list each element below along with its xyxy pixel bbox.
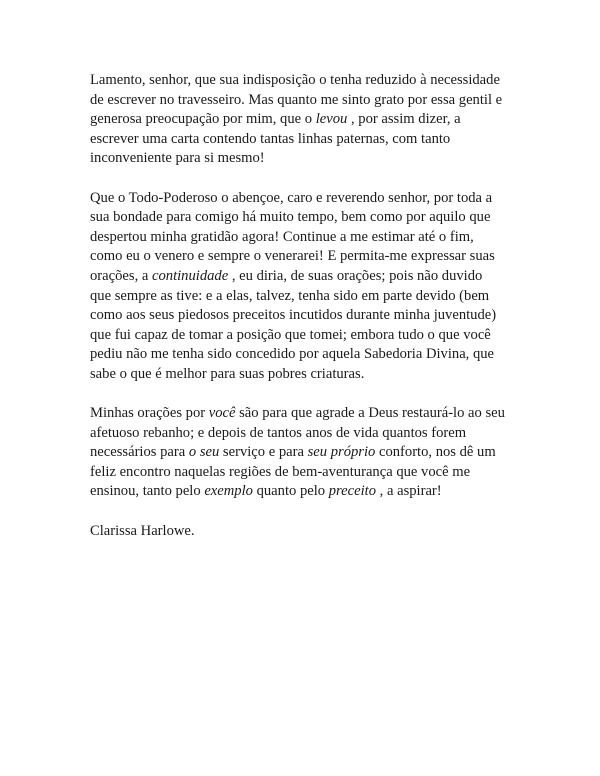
text-line: serviço e para xyxy=(219,444,308,461)
emphasis-text: continuidade xyxy=(152,267,229,284)
text-line: inconveniente para si mesmo! xyxy=(90,150,265,167)
text-line: afetuoso rebanho; e depois de tantos anos de vida quantos forem xyxy=(90,424,467,441)
text-line: que sempre as tive: e a elas, talvez, tenha sido em parte devido (bem xyxy=(90,287,490,304)
letter-body xyxy=(90,71,522,541)
emphasis-text: o seu xyxy=(188,444,220,461)
emphasis-text: preceito xyxy=(328,483,377,500)
text-line: que fui capaz de tomar a posição que tomei; embora tudo o que você xyxy=(90,326,491,343)
emphasis-text: exemplo xyxy=(204,483,253,500)
text-line: Que o Todo-Poderoso o abençoe, caro e reverendo senhor, por toda a xyxy=(90,189,493,206)
text-line: necessários para xyxy=(90,444,189,461)
text-line: despertou minha gratidão agora! Continue a me estimar até o fim, xyxy=(90,228,474,245)
text-line: Minhas orações por xyxy=(90,405,209,422)
text-line: conforto, nos dê um xyxy=(375,444,496,461)
signature: Clarissa Harlowe. xyxy=(90,522,195,539)
text-line: generosa preocupação por mim, que o xyxy=(90,111,316,128)
text-line: de escrever no travesseiro. Mas quanto me sinto grato por essa gentil e xyxy=(90,91,503,108)
text-line: sabe o que é melhor para suas pobres criaturas. xyxy=(90,365,365,382)
text-line: como eu o venero e sempre o venerarei! E permita-me expressar suas xyxy=(90,248,495,265)
paragraph-2 xyxy=(90,189,522,385)
paragraph-1 xyxy=(90,71,522,169)
text-line: ensinou, tanto pelo xyxy=(90,483,205,500)
text-line: , por assim dizer, a xyxy=(347,111,461,128)
emphasis-text: seu próprio xyxy=(307,444,376,461)
text-line: orações, a xyxy=(90,267,152,284)
text-line: escrever uma carta contendo tantas linhas paternas, com tanto xyxy=(90,130,451,147)
text-line: Lamento, senhor, que sua indisposição o tenha reduzido à necessidade xyxy=(90,72,500,88)
paragraph-3 xyxy=(90,404,522,502)
text-line: sua bondade para comigo há muito tempo, bem como por aquilo que xyxy=(90,209,491,226)
text-line: quanto pelo xyxy=(252,483,329,500)
text-line: , a aspirar! xyxy=(376,483,442,500)
emphasis-text: você xyxy=(208,405,236,422)
text-line: como aos seus piedosos preceitos incutidos durante minha juventude) xyxy=(90,307,497,324)
text-line: , eu diria, de suas orações; pois não duvido xyxy=(228,267,483,284)
text-line: pediu não me tenha sido concedido por aquela Sabedoria Divina, que xyxy=(90,346,495,363)
text-line: feliz encontro naquelas regiões de bem-aventurança que você me xyxy=(90,463,471,480)
text-line: são para que agrade a Deus restaurá-lo ao seu xyxy=(235,405,505,422)
emphasis-text: levou xyxy=(315,111,348,128)
